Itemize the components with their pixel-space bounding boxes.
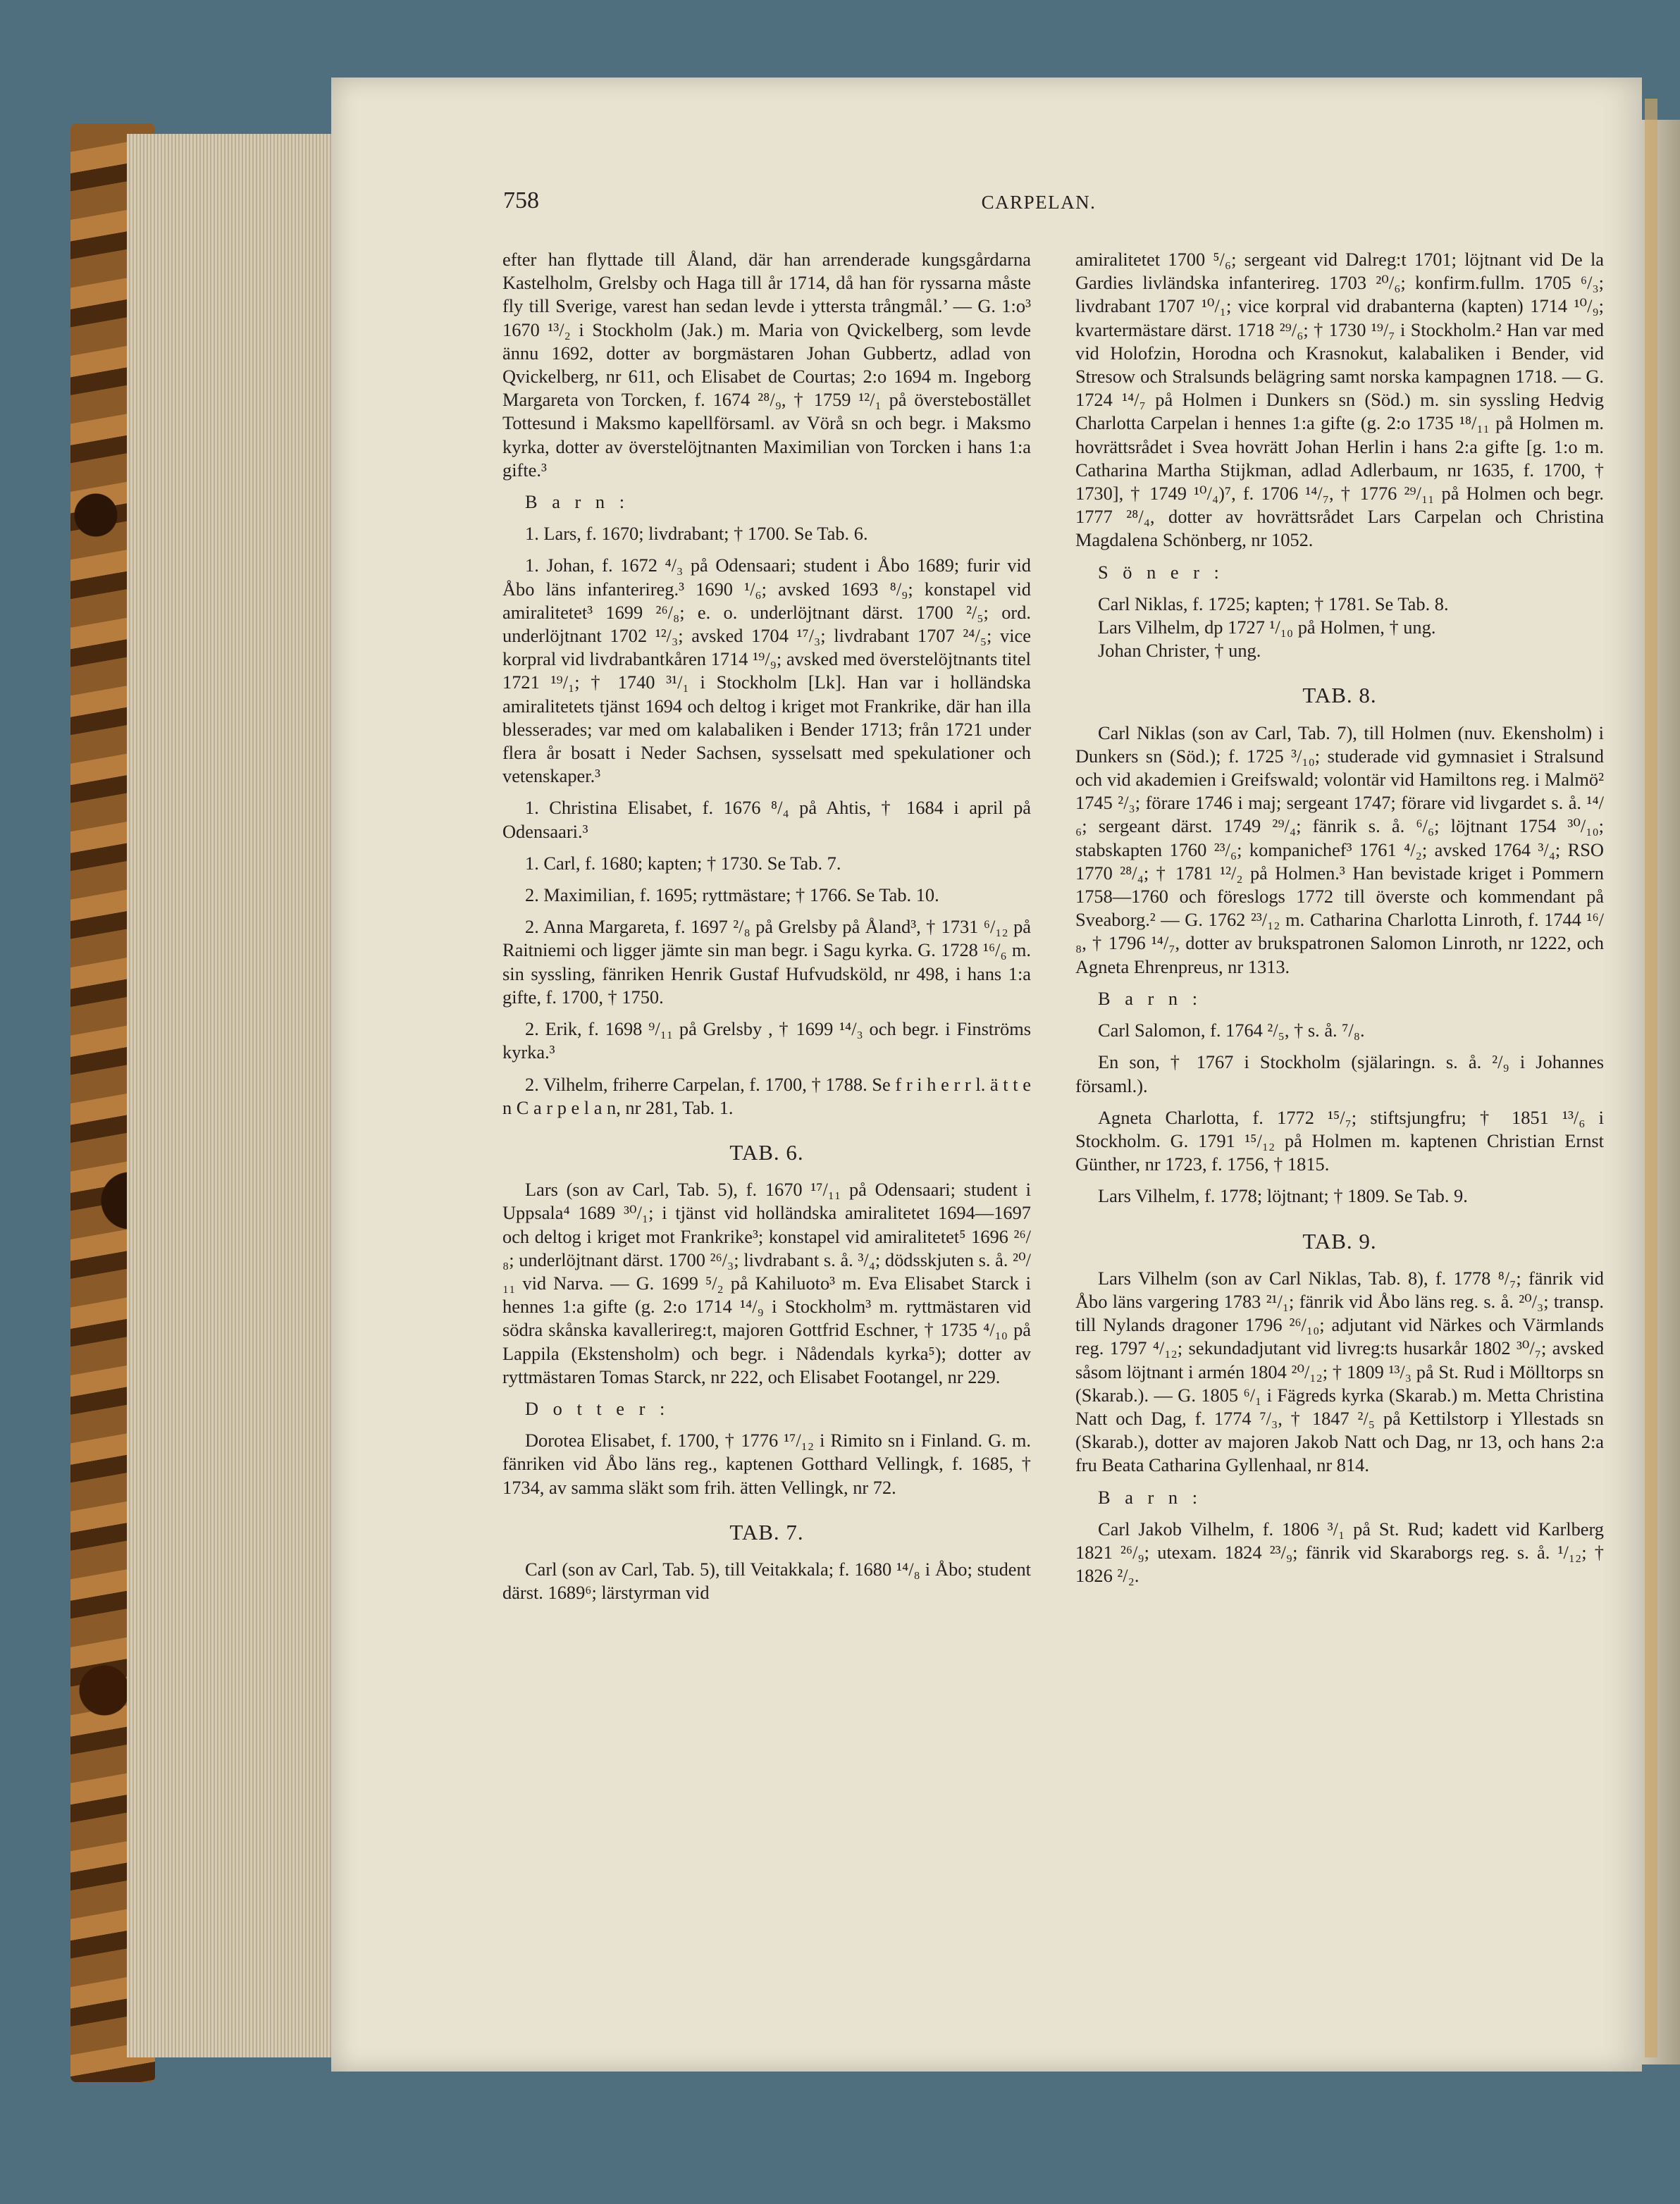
- entry: En son, † 1767 i Stockholm (själaringn. s. å. ²/₉ i Johannes församl.).: [1075, 1051, 1604, 1096]
- paragraph: amiralitetet 1700 ⁵/₆; sergeant vid Dalreg:t 1701; löjtnant vid De la Gardies livländska infanterireg. 1703 ²⁰/₆; konfirm.fullm. 1705 ⁶/₃; livdrabant 1707 ¹⁰/₁; vice korpral vid drabanterna (kapten) 1714 ¹⁰/₉; kvartermästare därst. 1718 ²⁹/₆; † 1730 ¹⁹/₇ i Stockholm.² Han var med vid Holofzin, Horodna och Krasnokut, kalabaliken i Bender, vid Stresow och Stralsunds belägring samt norska kampagnen 1718. — G. 1724 ¹⁴/₇ på Holmen i Dunkers sn (Söd.) m. sin syssling Hedvig Charlotta Carpelan i hennes 1:a gifte (g. 2:o 1735 ¹⁸/₁₁ på Holmen m. hovrättsrådet i Svea hovrätt Johan Herlin i hans 2:a gifte [g. 1:o m. Catharina Martha Stijkman, adlad Adlerbaum, nr 1635, f. 1700, † 1730], † 1749 ¹⁰/₄)⁷, f. 1706 ¹⁴/₇, † 1776 ²⁹/₁₁ på Holmen och begr. 1777 ²⁸/₄, dotter av hovrättsrådet Lars Carpelan och Christina Magdalena Schönberg, nr 1052.: [1075, 249, 1604, 551]
- section-label: B a r n :: [1098, 987, 1203, 1009]
- entry: 2. Maximilian, f. 1695; ryttmästare; † 1766. Se Tab. 10.: [525, 884, 939, 906]
- color-ruler-strip: [1645, 99, 1657, 2057]
- entry: Agneta Charlotta, f. 1772 ¹⁵/₇; stiftsjungfru; † 1851 ¹³/₆ i Stockholm. G. 1791 ¹⁵/₁₂ på Holmen m. kaptenen Christian Ernst Günther, nr 1723, f. 1756, † 1815.: [1075, 1106, 1604, 1175]
- entry: 1. Christina Elisabet, f. 1676 ⁸/₄ på Ahtis, † 1684 i april på Odensaari.³: [502, 797, 1031, 842]
- entry: 2. Vilhelm, friherre Carpelan, f. 1700, † 1788. Se f r i h e r r l. ä t t e n C a r p e l a n, nr 281, Tab. 1.: [502, 1073, 1031, 1118]
- entry: Lars Vilhelm, f. 1778; löjtnant; † 1809. Se Tab. 9.: [1098, 1185, 1468, 1207]
- section-label: B a r n :: [525, 491, 630, 513]
- paragraph: efter han flyttade till Åland, där han arrenderade kungsgårdarna Kastelholm, Grelsby och Haga till år 1714, då han för ryssarna måste fly till Sverige, varest han sedan levde i yttersta trångmål.’ — G. 1:o³ 1670 ¹³/₂ i Stockholm (Jak.) m. Maria von Qvickelberg, som levde ännu 1692, dotter av borgmästaren Johan Gubbertz, adlad von Qvickelberg, nr 611, och Elisabet de Courtas; 2:o 1694 m. Ingeborg Margareta von Torcken, f. 1674 ²⁸/₉, † 1759 ¹²/₁ på överstebostället Tottesund i Maksmo kapellförsaml. av Vörå sn och begr. i Maksmo kyrka, dotter av överstelöjtnanten Maximilian von Torcken i hans 1:a gifte.³: [502, 249, 1031, 481]
- entry: 2. Erik, f. 1698 ⁹/₁₁ på Grelsby , † 1699 ¹⁴/₃ och begr. i Finströms kyrka.³: [502, 1018, 1031, 1063]
- entry: Carl Niklas, f. 1725; kapten; † 1781. Se Tab. 8.: [1098, 593, 1449, 614]
- table-heading: TAB. 7.: [729, 1519, 804, 1544]
- entry: 1. Lars, f. 1670; livdrabant; † 1700. Se Tab. 6.: [525, 523, 868, 545]
- paragraph: Lars Vilhelm (son av Carl Niklas, Tab. 8), f. 1778 ⁸/₇; fänrik vid Åbo läns vargering 1783 ²¹/₁; fänrik vid Åbo läns reg. s. å. ²⁰/₃; transp. till Nylands dragoner 1796 ²⁶/₁₀; adjutant vid Närkes och Värmlands reg. 1797 ⁴/₁₂; sekundadjutant vid livreg:ts husarkår 1802 ³⁰/₇; avsked såsom löjtnant i armén 1804 ²⁰/₁₂; † 1809 ¹³/₃ på St. Rud i Mölltorps sn (Skarab.). — G. 1805 ⁶/₁ i Fägreds kyrka (Skarab.) m. Metta Christina Natt och Dag, f. 1774 ⁷/₃, † 1847 ²/₅ på Kettilstorp i Yllestads sn (Skarab.), dotter av majoren Jakob Natt och Dag, nr 13, och hans 2:a fru Beata Catharina Gyllenhaal, nr 814.: [1075, 1267, 1604, 1476]
- entry: Lars Vilhelm, dp 1727 ¹/₁₀ på Holmen, † ung.: [1098, 617, 1436, 638]
- table-heading: TAB. 9.: [1302, 1228, 1377, 1253]
- entry: 2. Anna Margareta, f. 1697 ²/₈ på Grelsby på Åland³, † 1731 ⁶/₁₂ på Raitniemi och ligger jämte sin man begr. i Sagu kyrka. G. 1728 ¹⁶/₆ m. sin syssling, fänriken Henrik Gustaf Hufvudsköld, nr 498, i hans 1:a gifte, f. 1700, † 1750.: [502, 916, 1031, 1008]
- table-heading: TAB. 6.: [729, 1139, 804, 1165]
- page-header: [503, 187, 1574, 223]
- entry: 1. Carl, f. 1680; kapten; † 1730. Se Tab. 7.: [525, 852, 841, 874]
- section-label: B a r n :: [1098, 1486, 1203, 1508]
- entry: Johan Christer, † ung.: [1098, 640, 1261, 662]
- paragraph: Carl (son av Carl, Tab. 5), till Veitakkala; f. 1680 ¹⁴/₈ i Åbo; student därst. 1689⁶; lärstyrman vid: [502, 1558, 1031, 1604]
- left-column: [502, 248, 1031, 1604]
- section-label: D o t t e r :: [525, 1397, 670, 1419]
- entry: Dorotea Elisabet, f. 1700, † 1776 ¹⁷/₁₂ i Rimito sn i Finland. G. m. fänriken vid Åbo läns reg., kaptenen Gotthard Vellingk, f. 1685, † 1734, av samma släkt som frih. ätten Vellingk, nr 72.: [502, 1430, 1031, 1498]
- page-number: 758: [503, 187, 539, 213]
- paragraph: Lars (son av Carl, Tab. 5), f. 1670 ¹⁷/₁₁ på Odensaari; student i Uppsala⁴ 1689 ³⁰/₁; i tjänst vid holländska amiralitetet 1694—1697 och deltog i kriget mot Frankrike³; konstapel vid amiralitetet⁵ 1696 ²⁶/₈; underlöjtnant därst. 1700 ²⁶/₃; livdrabant s. å. ³/₄; dödsskjuten s. å. ²⁰/₁₁ vid Narva. — G. 1699 ⁵/₂ på Kahiluoto³ m. Eva Elisabet Starck i hennes 1:a gifte (g. 2:o 1714 ¹⁴/₉ i Stockholm³ m. ryttmästaren vid södra skånska kavallerireg:t, majoren Gottfrid Eschner, † 1735 ⁴/₁₀ på Lappila (Ekstensholm) och begr. i Nådendals kyrka⁵); dotter av ryttmästaren Tomas Starck, nr 222, och Elisabet Footangel, nr 229.: [502, 1179, 1031, 1387]
- right-column: [1075, 248, 1604, 1587]
- section-label: S ö n e r :: [1098, 561, 1224, 583]
- entry: Carl Jakob Vilhelm, f. 1806 ³/₁ på St. Rud; kadett vid Karlberg 1821 ²⁶/₉; utexam. 1824 ²³/₉; fänrik vid Skaraborgs reg. s. å. ¹/₁₂; † 1826 ²/₂.: [1075, 1518, 1604, 1587]
- running-head: CARPELAN.: [981, 192, 1097, 213]
- page-stack-edge: [127, 134, 338, 2057]
- entry: Carl Salomon, f. 1764 ²/₅, † s. å. ⁷/₈.: [1098, 1020, 1365, 1041]
- entry: 1. Johan, f. 1672 ⁴/₃ på Odensaari; student i Åbo 1689; furir vid Åbo läns infanterireg.³ 1690 ¹/₆; avsked 1693 ⁸/₉; konstapel vid amiralitetet³ 1699 ²⁶/₈; e. o. underlöjtnant därst. 1700 ²/₅; ord. underlöjtnant 1702 ¹²/₃; avsked 1704 ¹⁷/₃; livdrabant 1707 ²⁴/₅; vice korpral vid livdrabantkåren 1714 ¹⁹/₉; avsked med överstelöjtnants titel 1721 ¹⁹/₁; † 1740 ³¹/₁ i Stockholm [Lk]. Han var i holländska amiralitetets tjänst 1694 och deltog i kriget mot Frankrike, där han illa blesserades; var med om kalabaliken i Bender 1713; från 1721 under flera år bosatt i Neder Sachsen, sysselsatt med spekulationer och vetenskaper.³: [502, 555, 1031, 787]
- paragraph: Carl Niklas (son av Carl, Tab. 7), till Holmen (nuv. Ekensholm) i Dunkers sn (Söd.); f. 1725 ³/₁₀; studerade vid gymnasiet i Stralsund och vid akademien i Greifswald; volontär vid Hamiltons reg. i Malmö² 1745 ²/₃; förare 1746 i maj; sergeant 1747; förare vid livgardet s. å. ¹⁴/₆; sergeant därst. 1749 ²⁹/₄; fänrik s. å. ⁶/₆; löjtnant 1754 ³⁰/₁₀; stabskapten 1760 ²³/₆; kompanichef³ 1761 ⁴/₂; avsked 1764 ³/₄; RSO 1770 ²⁸/₄; † 1781 ¹²/₂ på Holmen.³ Han bevistade kriget i Pommern 1758—1760 och föreslogs 1772 till överste och kommendant på Sveaborg.² — G. 1762 ²³/₁₂ m. Catharina Charlotta Linroth, f. 1744 ¹⁶/₈, † 1796 ¹⁴/₇, dotter av brukspatronen Salomon Linroth, nr 1222, och Agneta Ehrenpreus, nr 1313.: [1075, 722, 1604, 977]
- table-heading: TAB. 8.: [1302, 683, 1377, 708]
